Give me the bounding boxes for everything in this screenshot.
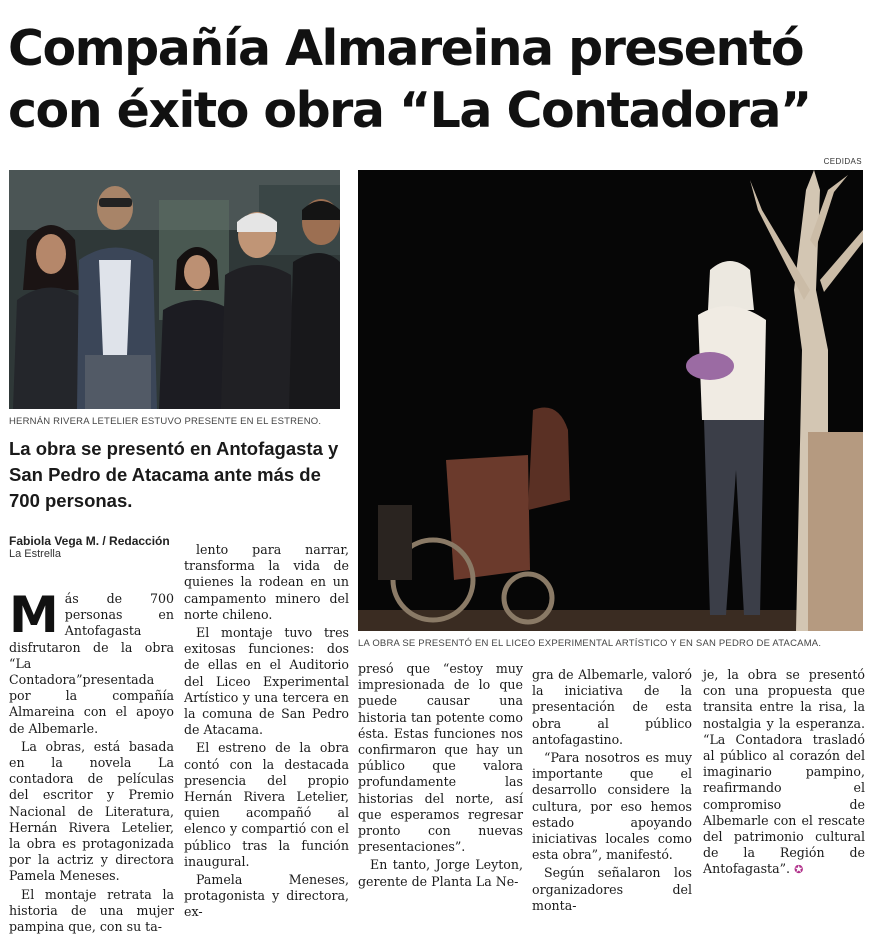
body-paragraph: gra de Albemarle, valoró la iniciativa de la presentación de esta obra al público antofagastino. bbox=[532, 667, 692, 747]
photo-right-caption: LA OBRA SE PRESENTÓ EN EL LICEO EXPERIMENTAL ARTÍSTICO Y EN SAN PEDRO DE ATACAMA. bbox=[358, 638, 822, 649]
body-column-3 bbox=[358, 661, 523, 890]
body-paragraph bbox=[703, 667, 865, 879]
headline bbox=[8, 18, 858, 142]
body-paragraph: Según señalaron los organizadores del monta- bbox=[532, 865, 692, 913]
body-paragraph: El montaje retrata la historia de una mujer pampina que, con su ta- bbox=[9, 886, 174, 935]
group-photo-illustration bbox=[9, 170, 340, 409]
body-paragraph: presó que “estoy muy impresionada de lo que puede causar una historia tan potente como ésta. Estas funciones nos confirmaron que hay un público que valora profundamente las historias del norte, así que esperamos regresar pronto con nuevas presentaciones”. bbox=[358, 661, 523, 855]
body-column-2 bbox=[184, 542, 349, 921]
body-paragraph-text: je, la obra se presentó con una propuesta que transita entre la risa, la nostalgia y la esperanza. “La Contadora trasladó al público al corazón del imaginario pampino, reafirmando el compromiso de Albemarle con el rescate del patrimonio cultural de la Región de Antofagasta”. bbox=[703, 667, 865, 877]
body-paragraph: “Para nosotros es muy importante que el desarrollo considere la cultura, por eso hemos estado apoyando iniciativas locales como esta obra”, manifestó. bbox=[532, 750, 692, 863]
byline-author: Fabiola Vega M. / Redacción bbox=[9, 534, 170, 548]
drop-cap: M bbox=[9, 586, 59, 644]
body-paragraph: Pamela Meneses, protagonista y directora, ex- bbox=[184, 872, 349, 920]
body-paragraph: La obras, está basada en la novela La contadora de películas del escritor y Premio Nacional de Literatura, Hernán Rivera Letelier, la obra es protagonizada por la actriz y directora Pamela Meneses. bbox=[9, 738, 174, 884]
group-photo bbox=[9, 170, 340, 409]
body-paragraph: lento para narrar, transforma la vida de quienes la rodean en un campamento minero del norte chileno. bbox=[184, 542, 349, 622]
body-paragraph: El estreno de la obra contó con la destacada presencia del propio Hernán Rivera Letelier, quien acompañó al elenco y compartió con el público tras la función inaugural. bbox=[184, 740, 349, 869]
body-column-4 bbox=[532, 667, 692, 914]
body-paragraph-text: ás de 700 personas en Antofagasta disfrutaron de la obra “La Contadora”presentada por la compañía Almareina con el apoyo de Albemarle. bbox=[9, 591, 174, 736]
body-column-1 bbox=[9, 586, 174, 935]
body-paragraph: En tanto, Jorge Leyton, gerente de Planta La Ne- bbox=[358, 857, 523, 889]
byline-publication: La Estrella bbox=[9, 548, 61, 560]
body-column-5 bbox=[703, 667, 865, 879]
headline-line-1: Compañía Almareina presentó bbox=[8, 20, 804, 77]
end-mark-icon: ✪ bbox=[794, 863, 804, 877]
photo-credit: CEDIDAS bbox=[823, 157, 862, 166]
stage-photo-illustration bbox=[358, 170, 863, 631]
stage-photo bbox=[358, 170, 863, 631]
photo-left-caption: HERNÁN RIVERA LETELIER ESTUVO PRESENTE EN EL ESTRENO. bbox=[9, 416, 322, 427]
body-paragraph bbox=[9, 586, 174, 737]
headline-line-2: con éxito obra “La Contadora” bbox=[8, 82, 811, 139]
body-paragraph: El montaje tuvo tres exitosas funciones: dos de ellas en el Auditorio del Liceo Experimental Artístico y una tercera en la comuna de San Pedro de Atacama. bbox=[184, 625, 349, 738]
article-dek: La obra se presentó en Antofagasta y San Pedro de Atacama ante más de 700 personas. bbox=[9, 438, 339, 511]
